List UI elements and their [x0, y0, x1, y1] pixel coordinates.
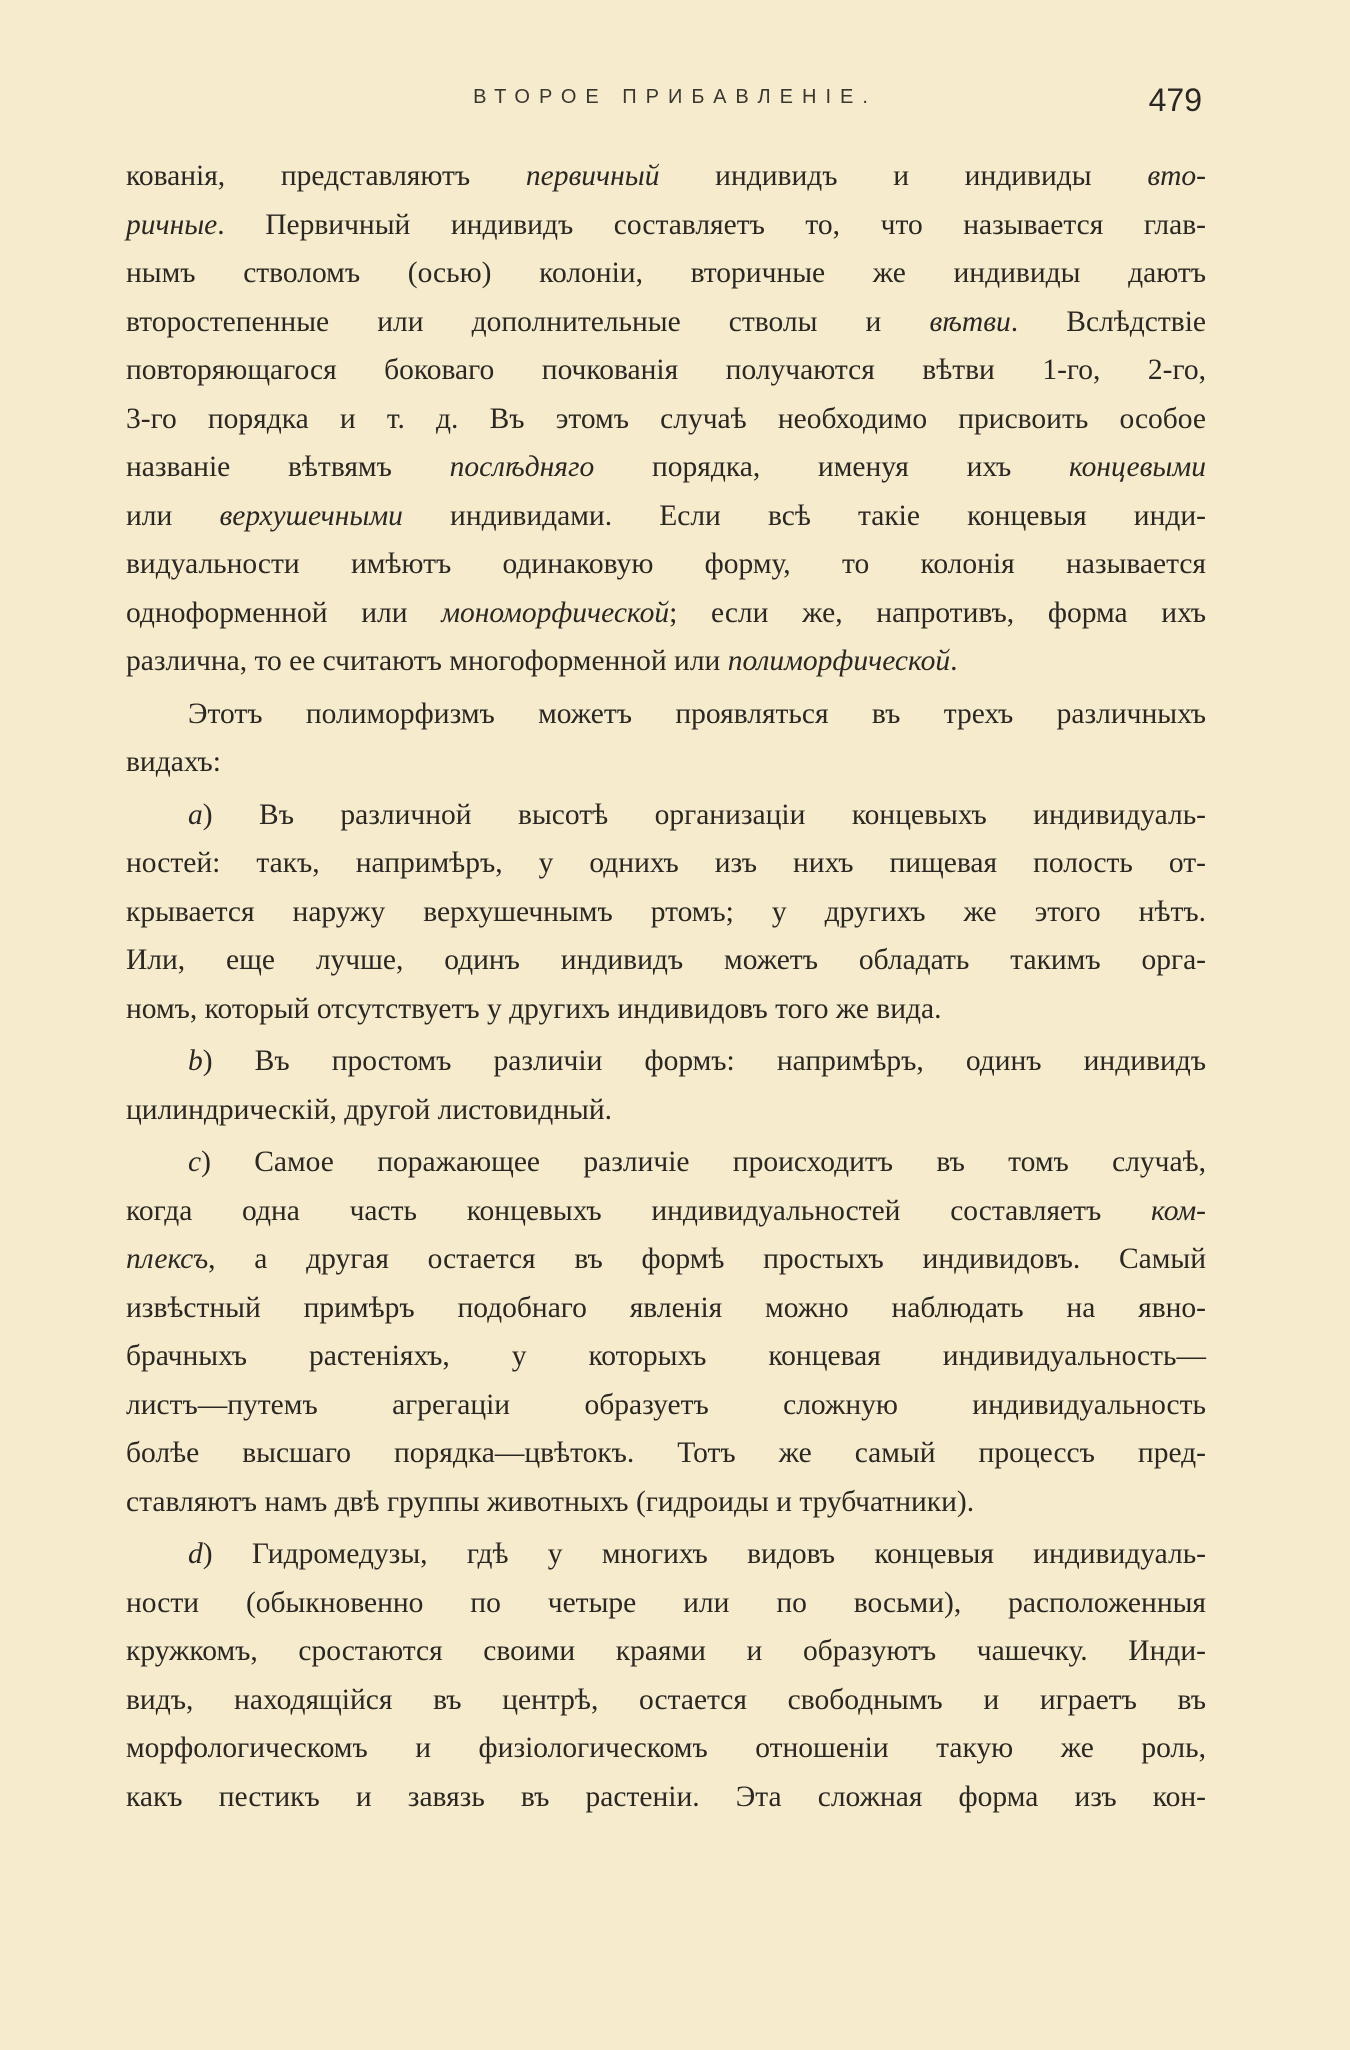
italic-term: c: [188, 1146, 202, 1178]
text-line: [126, 791, 1206, 840]
body-text: [126, 152, 1206, 1821]
italic-term: плексъ: [126, 1243, 209, 1275]
text-line: [126, 839, 1206, 888]
text-run: морфологическомъ и физіологическомъ отношеніи такую же роль,: [126, 1732, 1206, 1764]
text-run: нымъ стволомъ (осью) колоніи, вторичные же индивиды даютъ: [126, 257, 1206, 289]
italic-term: верхушечными: [219, 499, 403, 532]
page-header: [0, 82, 1350, 122]
text-run: кружкомъ, сростаются своими краями и образуютъ чашечку. Инди-: [126, 1635, 1206, 1667]
text-run: крывается наружу верхушечнымъ ртомъ; у другихъ же этого нѣтъ.: [126, 895, 1206, 928]
text-line: [126, 1676, 1206, 1725]
text-line: [126, 1773, 1206, 1822]
text-line: [126, 690, 1206, 739]
text-line: [126, 443, 1206, 492]
text-line: [126, 298, 1206, 347]
paragraph: [126, 791, 1206, 1034]
text-run: какъ пестикъ и завязь въ растеніи. Эта сложная форма изъ кон-: [126, 1780, 1206, 1813]
text-line: [126, 540, 1206, 589]
text-line: [126, 1235, 1206, 1284]
paragraph: [126, 1530, 1206, 1821]
text-run: 3-го порядка и т. д. Въ этомъ случаѣ необходимо присвоить особое: [126, 402, 1206, 435]
text-run: ) Въ различной высотѣ организаціи концевыхъ индивидуаль-: [202, 798, 1206, 831]
paragraph: [126, 690, 1206, 787]
italic-term: вто-: [1147, 160, 1206, 192]
text-line: [126, 1086, 1206, 1135]
text-run: ностей: такъ, напримѣръ, у однихъ изъ нихъ пищевая полость от-: [126, 847, 1206, 879]
text-run: когда одна часть концевыхъ индивидуальностей составляетъ: [126, 1194, 1152, 1227]
text-run: видуальности имѣютъ одинаковую форму, то колонія называется: [126, 548, 1206, 580]
text-run: видахъ:: [126, 746, 221, 778]
text-run: повторяющагося боковаго почкованія получаются вѣтви 1-го, 2-го,: [126, 354, 1206, 386]
paragraph: [126, 152, 1206, 686]
text-run: ставляютъ намъ двѣ группы животныхъ (гидроиды и трубчатники).: [126, 1485, 975, 1518]
text-run: или: [126, 499, 220, 532]
text-line: [126, 589, 1206, 638]
italic-term: вѣтви: [929, 305, 1011, 338]
text-line: [126, 1381, 1206, 1430]
text-run: болѣе высшаго порядка—цвѣтокъ. Тотъ же самый процессъ пред-: [126, 1437, 1206, 1469]
text-line: [126, 346, 1206, 395]
text-line: [126, 1037, 1206, 1086]
paragraph: [126, 1138, 1206, 1526]
text-run: кованія, представляютъ: [126, 160, 526, 192]
text-run: различна, то ее считаютъ многоформенной или: [126, 645, 728, 677]
text-line: [126, 1429, 1206, 1478]
text-line: [126, 936, 1206, 985]
running-title: ВТОРОЕ ПРИБАВЛЕНІЕ.: [473, 86, 877, 108]
text-run: номъ, который отсутствуетъ у другихъ индивидовъ того же вида.: [126, 992, 942, 1025]
text-line: [126, 1478, 1206, 1527]
italic-term: первичный: [525, 160, 660, 192]
text-line: [126, 1187, 1206, 1236]
text-run: . Вслѣдствіе: [1010, 305, 1206, 338]
text-run: .: [950, 645, 958, 677]
text-run: одноформенной или: [126, 596, 442, 629]
text-line: [126, 1530, 1206, 1579]
text-run: цилиндрическій, другой листовидный.: [126, 1093, 612, 1126]
text-run: Этотъ полиморфизмъ можетъ проявляться въ трехъ различныхъ: [188, 697, 1206, 730]
text-line: [126, 152, 1206, 201]
text-run: листъ—путемъ агрегаціи образуетъ сложную индивидуальность: [126, 1388, 1206, 1421]
text-line: [126, 201, 1206, 250]
text-run: видъ, находящійся въ центрѣ, остается свободнымъ и играетъ въ: [126, 1683, 1206, 1716]
italic-term: d: [188, 1538, 203, 1570]
text-line: [126, 1724, 1206, 1773]
text-line: [126, 637, 1206, 686]
italic-term: полиморфической: [727, 645, 951, 677]
text-run: индивидами. Если всѣ такіе концевыя инди-: [402, 499, 1206, 532]
text-run: порядка, именуя ихъ: [594, 451, 1069, 483]
text-line: [126, 1627, 1206, 1676]
italic-term: ком-: [1151, 1194, 1206, 1227]
text-line: [126, 1284, 1206, 1333]
text-line: [126, 1138, 1206, 1187]
text-run: ) Въ простомъ различіи формъ: напримѣръ, одинъ индивидъ: [202, 1045, 1206, 1077]
text-run: извѣстный примѣръ подобнаго явленія можно наблюдать на явно-: [126, 1291, 1206, 1324]
text-run: ) Самое поражающее различіе происходитъ въ томъ случаѣ,: [201, 1146, 1206, 1178]
text-run: брачныхъ растеніяхъ, у которыхъ концевая индивидуальность—: [126, 1340, 1206, 1372]
text-run: Или, еще лучше, одинъ индивидъ можетъ обладать такимъ орга-: [126, 944, 1206, 976]
text-line: [126, 738, 1206, 787]
text-run: . Первичный индивидъ составляетъ то, что называется глав-: [217, 208, 1206, 241]
text-run: второстепенные или дополнительные стволы и: [126, 305, 930, 338]
text-line: [126, 1579, 1206, 1628]
italic-term: концевыми: [1068, 451, 1206, 483]
text-line: [126, 249, 1206, 298]
paragraph: [126, 1037, 1206, 1134]
text-line: [126, 492, 1206, 541]
text-run: ) Гидромедузы, гдѣ у многихъ видовъ концевыя индивидуаль-: [202, 1538, 1206, 1570]
italic-term: ричные: [126, 208, 218, 241]
text-run: , а другая остается въ формѣ простыхъ индивидовъ. Самый: [208, 1243, 1206, 1275]
text-line: [126, 1332, 1206, 1381]
italic-term: b: [188, 1045, 203, 1077]
text-line: [126, 985, 1206, 1034]
italic-term: мономорфической: [441, 596, 670, 629]
page-number: 479: [1148, 82, 1202, 118]
text-run: ности (обыкновенно по четыре или по восьми), расположенныя: [126, 1586, 1206, 1619]
text-run: названіе вѣтвямъ: [126, 451, 450, 483]
italic-term: послѣдняго: [449, 451, 595, 483]
text-run: индивидъ и индивиды: [659, 160, 1148, 192]
italic-term: a: [188, 798, 203, 831]
text-run: ; если же, напротивъ, форма ихъ: [669, 596, 1206, 629]
text-line: [126, 395, 1206, 444]
text-line: [126, 888, 1206, 937]
